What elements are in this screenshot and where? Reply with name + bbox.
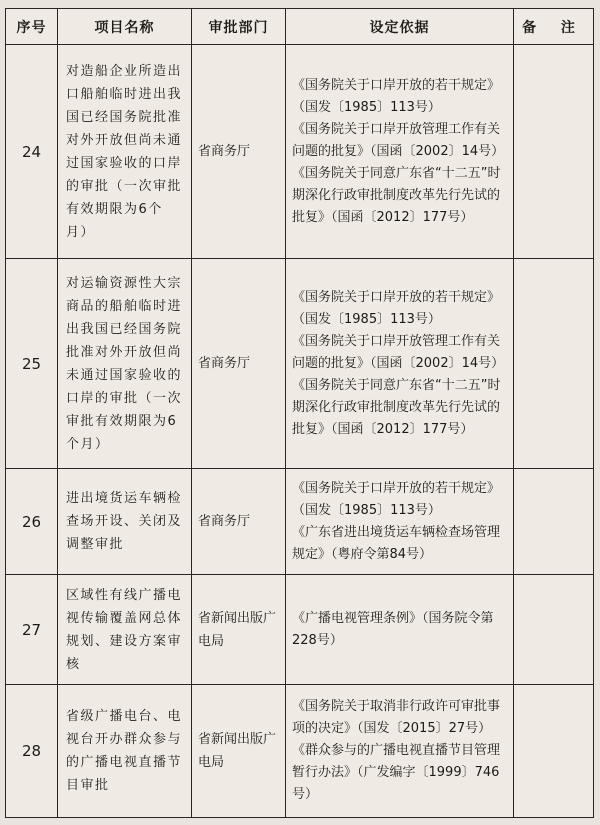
basis-doc: 《国务院关于同意广东省“十二五”时期深化行政审批制度改革先行先试的批复》（国函〔2012〕177号） [292, 377, 501, 437]
table-row [6, 259, 594, 469]
table-row [6, 685, 594, 818]
dept-cell: 省新闻出版广电局 [192, 685, 286, 818]
item-name-cell: 省级广播电台、电视台开办群众参与的广播电视直播节目审批 [58, 685, 192, 818]
dept-cell: 省商务厅 [192, 469, 286, 575]
approval-items-table [5, 8, 594, 818]
basis-cell [286, 575, 514, 685]
basis-cell [286, 45, 514, 259]
remark-cell [514, 45, 594, 259]
basis-doc: 《国务院关于同意广东省“十二五”时期深化行政审批制度改革先行先试的批复》（国函〔2012〕177号） [292, 165, 501, 225]
item-name-cell: 对造船企业所造出口船舶临时进出我国已经国务院批准对外开放但尚未通过国家验收的口岸的审批（一次审批有效期限为6个月） [58, 45, 192, 259]
header-name: 项目名称 [58, 9, 192, 45]
remark-cell [514, 259, 594, 469]
dept-cell: 省商务厅 [192, 259, 286, 469]
dept-cell: 省商务厅 [192, 45, 286, 259]
header-seq: 序号 [6, 9, 58, 45]
header-remark: 备 注 [514, 9, 594, 45]
remark-cell [514, 469, 594, 575]
table-row [6, 45, 594, 259]
basis-doc: 《国务院关于口岸开放的若干规定》（国发〔1985〕113号） [292, 77, 501, 115]
header-dept: 审批部门 [192, 9, 286, 45]
table-row [6, 469, 594, 575]
basis-cell [286, 685, 514, 818]
seq-cell: 26 [6, 469, 58, 575]
basis-doc: 《群众参与的广播电视直播节目管理暂行办法》（广发编字〔1999〕746号） [292, 743, 501, 802]
seq-cell: 25 [6, 259, 58, 469]
basis-doc: 《广东省进出境货运车辆检查场管理规定》（粤府令第84号） [292, 524, 501, 562]
basis-cell [286, 259, 514, 469]
basis-doc: 《国务院关于取消非行政许可审批事项的决定》（国发〔2015〕27号） [292, 699, 501, 736]
seq-cell: 27 [6, 575, 58, 685]
table-row [6, 575, 594, 685]
basis-doc: 《国务院关于口岸开放的若干规定》（国发〔1985〕113号） [292, 289, 501, 327]
item-name-cell: 区域性有线广播电视传输覆盖网总体规划、建设方案审核 [58, 575, 192, 685]
item-name-cell: 进出境货运车辆检查场开设、关闭及调整审批 [58, 469, 192, 575]
header-row [6, 9, 594, 45]
basis-doc: 《国务院关于口岸开放的若干规定》（国发〔1985〕113号） [292, 480, 501, 518]
dept-cell: 省新闻出版广电局 [192, 575, 286, 685]
remark-cell [514, 575, 594, 685]
basis-cell [286, 469, 514, 575]
basis-doc: 《国务院关于口岸开放管理工作有关问题的批复》（国函〔2002〕14号） [292, 121, 505, 159]
item-name-cell: 对运输资源性大宗商品的船舶临时进出我国已经国务院批准对外开放但尚未通过国家验收的口岸的审批（一次审批有效期限为6个月） [58, 259, 192, 469]
basis-doc: 《国务院关于口岸开放管理工作有关问题的批复》（国函〔2002〕14号） [292, 333, 505, 371]
seq-cell: 28 [6, 685, 58, 818]
remark-cell [514, 685, 594, 818]
header-basis: 设定依据 [286, 9, 514, 45]
basis-doc: 《广播电视管理条例》（国务院令第228号） [292, 610, 494, 648]
document-page [5, 8, 593, 818]
seq-cell: 24 [6, 45, 58, 259]
